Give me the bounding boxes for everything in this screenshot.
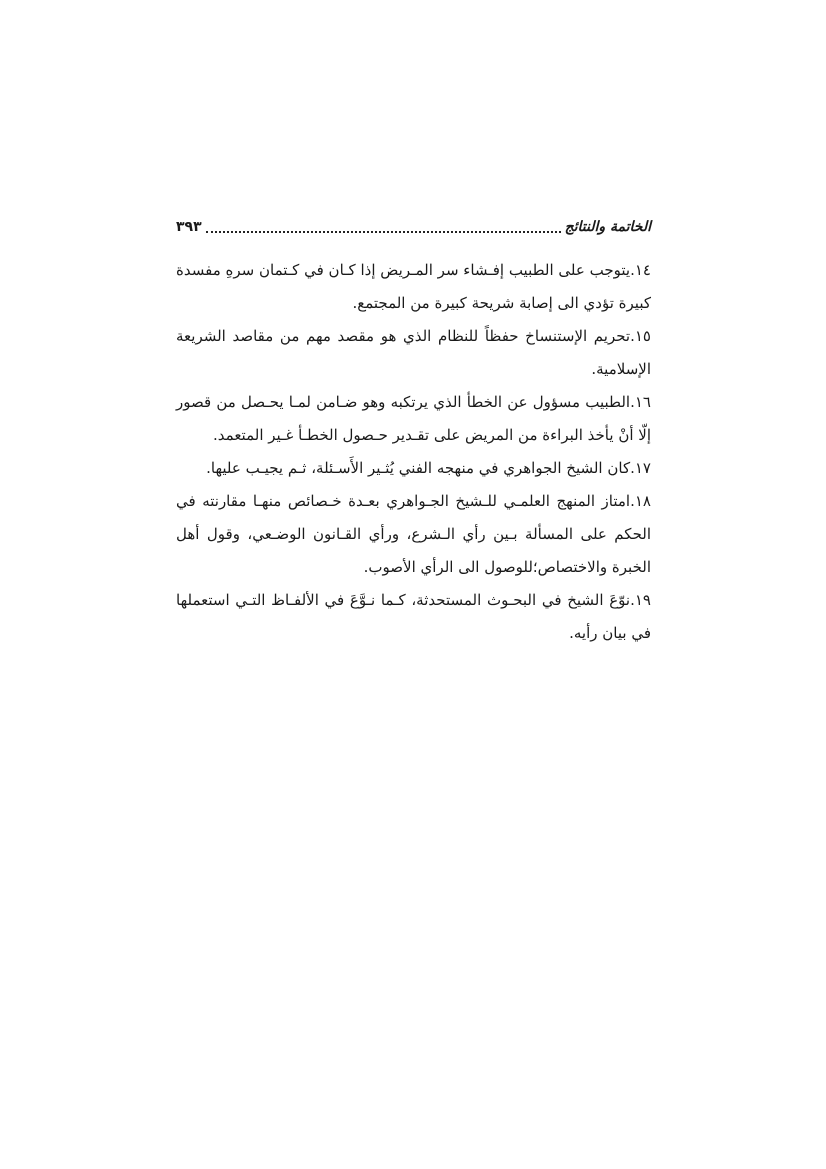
item-number: ١٩.	[630, 591, 651, 609]
list-item	[176, 584, 651, 650]
item-text: يتوجب على الطبيب إفـشاء سر المـريض إذا كـان في كـتمان سرهِ مفسدة كبيرة تؤدي الى إصابة شريحة كبيرة من المجتمع.	[176, 261, 651, 312]
list-item	[176, 386, 651, 452]
item-number: ١٤.	[630, 261, 651, 279]
running-title: الخاتمة والنتائج	[564, 219, 651, 235]
leader-dots	[206, 221, 561, 233]
list-item	[176, 254, 651, 320]
results-list	[176, 254, 651, 650]
page-header	[176, 212, 651, 242]
list-item	[176, 320, 651, 386]
item-text: الطبيب مسؤول عن الخطأ الذي يرتكبه وهو ضـامن لمـا يحـصل من قصور إلّا أنْ يأخذ البراءة من المريض على تقـدير حـصول الخطـأ غـير المتعمد.	[176, 393, 651, 444]
item-number: ١٧.	[630, 459, 651, 477]
list-item	[176, 452, 651, 485]
item-number: ١٨.	[630, 492, 651, 510]
list-item	[176, 485, 651, 584]
item-text: نوّعَ الشيخ في البحـوث المستحدثة، كـما نـوَّعَ في الألفـاظ التـي استعملها في بيان رأيه.	[176, 591, 651, 642]
item-number: ١٦.	[630, 393, 651, 411]
item-number: ١٥.	[630, 327, 651, 345]
page-number: ٣٩٣	[176, 219, 202, 235]
item-text: تحريم الإستنساخ حفظاً للنظام الذي هو مقصد مهم من مقاصد الشريعة الإسلامية.	[176, 327, 651, 378]
item-text: كان الشيخ الجواهري في منهجه الفني يُثـير الأَسـئلة، ثـم يجيـب عليها.	[206, 459, 631, 477]
item-text: امتاز المنهج العلمـي للـشيخ الجـواهري بعـدة خـصائص منهـا مقارنته في الحكم على المسألة بـين رأي الـشرع، ورأي القـانون الوضـعي، وقول أهل الخبرة والاختصاص؛للوصول الى الرأي الأصوب.	[176, 492, 651, 576]
